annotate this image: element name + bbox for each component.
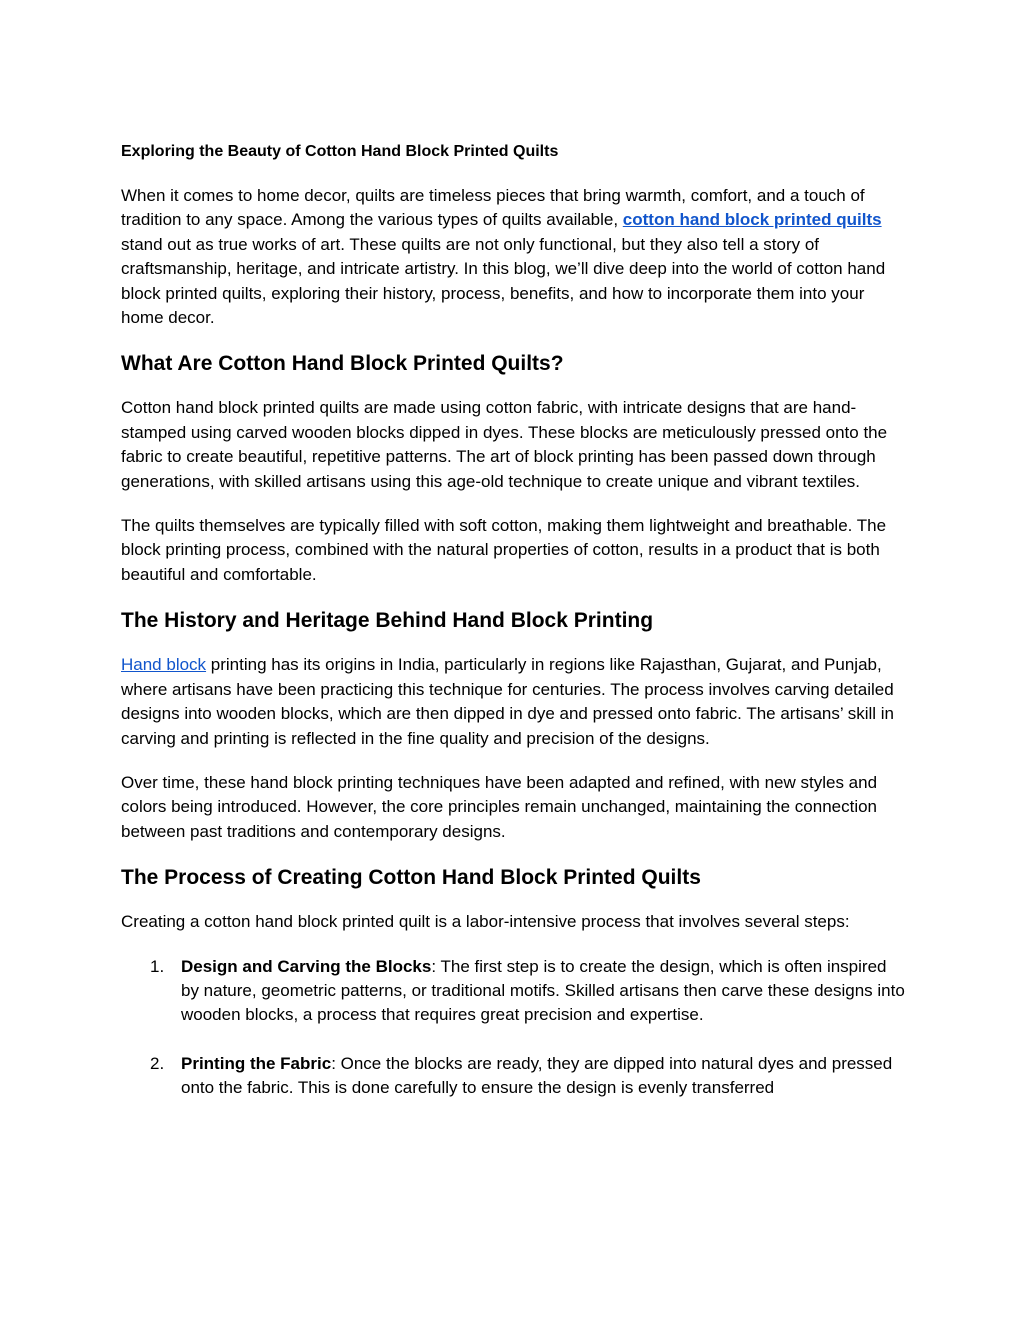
section2-paragraph-1 xyxy=(121,653,906,751)
list-item-number: 2. xyxy=(150,1053,165,1073)
document-title: Exploring the Beauty of Cotton Hand Block Printed Quilts xyxy=(121,143,559,160)
section-heading-process: The Process of Creating Cotton Hand Block Printed Quilts xyxy=(121,866,701,890)
process-steps-list xyxy=(121,955,906,1101)
document-page xyxy=(121,140,906,1125)
list-item xyxy=(121,1052,906,1101)
intro-text-after-link: stand out as true works of art. These quilts are not only functional, but they also tell a story of craftsmanship, heritage, and intricate artistry. In this blog, we’ll dive deep into the world of cotton hand block printed quilts, exploring their history, process, benefits, and how to incorporate them into your home decor. xyxy=(121,234,886,328)
section-heading-history: The History and Heritage Behind Hand Block Printing xyxy=(121,609,654,633)
list-item xyxy=(121,955,906,1028)
section1-paragraph-2: The quilts themselves are typically filled with soft cotton, making them lightweight and breathable. The block printing process, combined with the natural properties of cotton, results in a product that is both beautiful and comfortable. xyxy=(121,516,887,584)
cotton-quilts-link[interactable]: cotton hand block printed quilts xyxy=(622,210,882,230)
hand-block-link[interactable]: Hand block xyxy=(121,655,207,675)
intro-text-before-link: When it comes to home decor, quilts are timeless pieces that bring warmth, comfort, and a touch of tradition to any space. Among the various types of quilts available, xyxy=(121,186,865,230)
list-item-term: Printing the Fabric xyxy=(181,1053,332,1073)
section2-paragraph-1-text: printing has its origins in India, particularly in regions like Rajasthan, Gujarat, and Punjab, where artisans have been practicing this technique for centuries. The process involves carving detailed designs into wooden blocks, which are then dipped in dye and pressed onto fabric. The artisans’ skill in carving and printing is reflected in the fine quality and precision of the designs. xyxy=(121,655,895,748)
list-item-text: : Once the blocks are ready, they are dipped into natural dyes and pressed onto the fabric. This is done carefully to ensure the design is evenly transferred xyxy=(181,1053,893,1098)
section3-paragraph-1: Creating a cotton hand block printed quilt is a labor-intensive process that involves several steps: xyxy=(121,912,850,932)
section1-paragraph-1: Cotton hand block printed quilts are made using cotton fabric, with intricate designs that are hand-stamped using carved wooden blocks dipped in dyes. These blocks are meticulously pressed onto the fabric to create beautiful, repetitive patterns. The art of block printing has been passed down through generations, with skilled artisans using this age-old technique to create unique and vibrant textiles. xyxy=(121,398,888,491)
list-item-term: Design and Carving the Blocks xyxy=(181,956,432,976)
list-item-number: 1. xyxy=(150,956,165,976)
section2-paragraph-2: Over time, these hand block printing techniques have been adapted and refined, with new styles and colors being introduced. However, the core principles remain unchanged, maintaining the connection between past traditions and contemporary designs. xyxy=(121,772,878,841)
intro-paragraph xyxy=(121,184,906,330)
list-item-text: : The first step is to create the design, which is often inspired by nature, geometric patterns, or traditional motifs. Skilled artisans then carve these designs into wooden blocks, a process that requires great precision and expertise. xyxy=(181,956,905,1025)
section-heading-what-are: What Are Cotton Hand Block Printed Quilts? xyxy=(121,352,564,376)
